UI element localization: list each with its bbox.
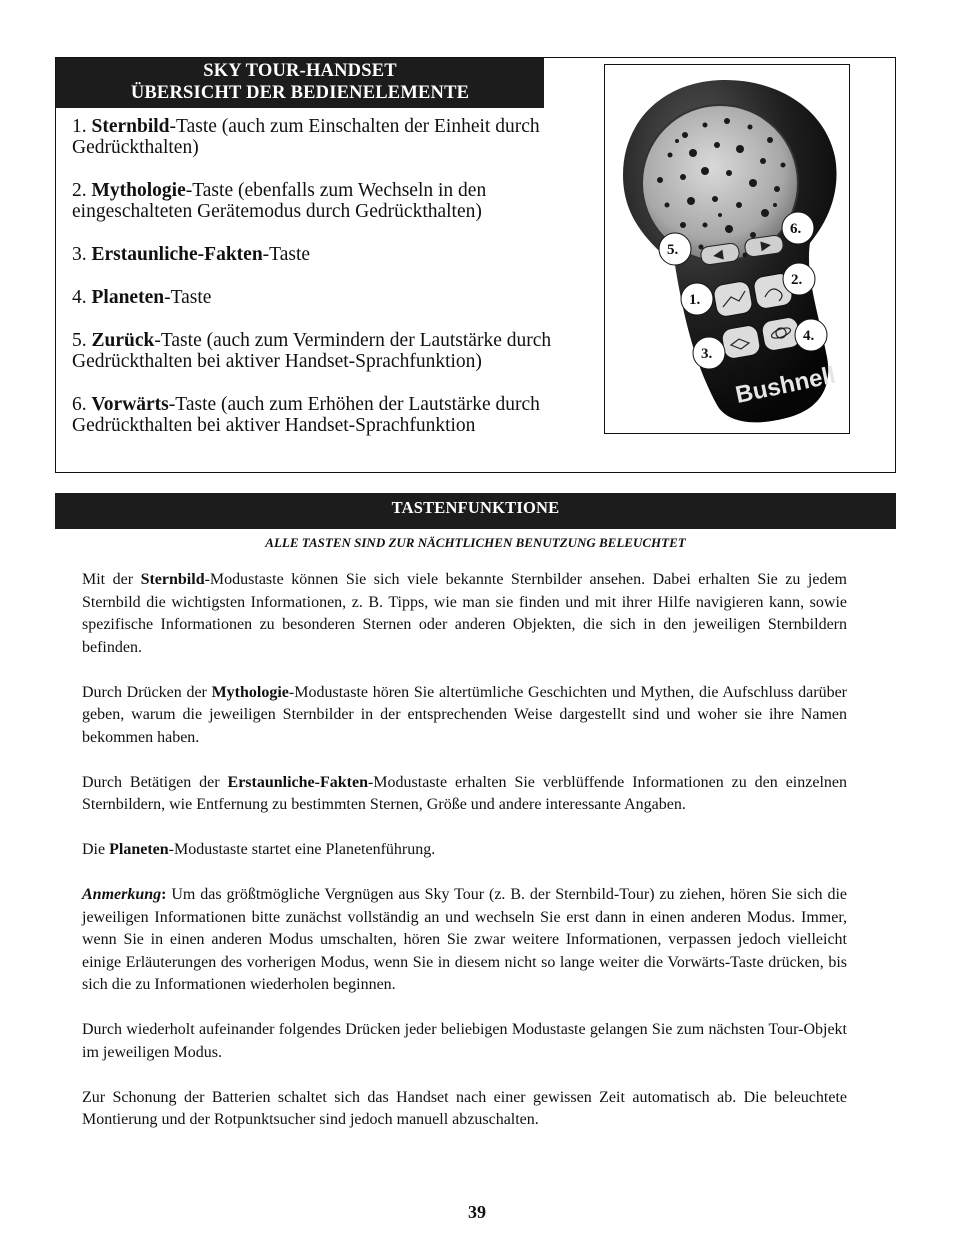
handset-image-frame — [604, 64, 850, 434]
paragraph-3: Durch Betätigen der Erstaunliche-Fakten-Modustaste erhalten Sie verblüffende Informationen zu den einzelnen Sternbildern, wie Entfernung zu bestimmten Sternen, Größe und andere interessante Angaben. — [82, 773, 847, 813]
page-number: 39 — [468, 1202, 486, 1222]
button-item-4: 4. Planeten-Taste — [72, 287, 212, 308]
button-list — [72, 116, 592, 436]
body-text — [82, 569, 847, 1154]
callout-5: 5. — [667, 242, 679, 258]
callout-6: 6. — [790, 221, 802, 237]
button-item-3: 3. Erstaunliche-Fakten-Taste — [72, 244, 311, 265]
callout-2: 2. — [791, 272, 803, 288]
button-item-1: 1. Sternbild-Taste (auch zum Einschalten der Einheit durch Gedrückthalten) — [72, 116, 540, 158]
paragraph-note: Anmerkung: Um das größtmögliche Vergnügen aus Sky Tour (z. B. der Sternbild-Tour) zu ziehen, hören Sie sich die jeweiligen Informationen bitte zunächst vollständig an und wechseln Sie erst dann in einen anderen Modus. Immer, wenn Sie in einen anderen Modus umschalten, hören Sie zwar weitere Informationen, verpassen jedoch vielleicht einige Erläuterungen des vorherigen Modus, wenn Sie in diesem nicht so lange weiter die Vorwärts-Taste drücken, bis sich die zu Informationen wiederholen beginnen. — [82, 886, 847, 993]
callout-4: 4. — [803, 328, 815, 344]
paragraph-4: Die Planeten-Modustaste startet eine Planetenführung. — [82, 841, 436, 858]
paragraph-7: Zur Schonung der Batterien schaltet sich das Handset nach einer gewissen Zeit automatisch ab. Die beleuchtete Montierung und der Rotpunktsucher sind jedoch manuell abzuschalten. — [82, 1088, 847, 1128]
section-subtitle: ALLE TASTEN SIND ZUR NÄCHTLICHEN BENUTZUNG BELEUCHTET — [265, 535, 686, 550]
button-item-2: 2. Mythologie-Taste (ebenfalls zum Wechseln in den eingeschalteten Gerätemodus durch Gedrückthalten) — [72, 180, 487, 222]
overview-header-line2: ÜBERSICHT DER BEDIENELEMENTE — [130, 83, 470, 103]
button-item-5: 5. Zurück-Taste (auch zum Vermindern der Lautstärke durch Gedrückthalten bei aktiver Handset-Sprachfunktion) — [72, 330, 552, 372]
section-title-bar: TASTENFUNKTIONE — [55, 493, 896, 529]
paragraph-2: Durch Drücken der Mythologie-Modustaste hören Sie altertümliche Geschichten und Mythen, die Aufschluss darüber geben, warum die jeweiligen Sternbilder in der entsprechenden Weise dargestellt sind und woher sie ihre Namen bekommen haben. — [82, 683, 847, 746]
callout-3: 3. — [701, 346, 713, 362]
button-item-6: 6. Vorwärts-Taste (auch zum Erhöhen der Lautstärke durch Gedrückthalten bei aktiver Handset-Sprachfunktion — [72, 394, 540, 436]
overview-header-line1: SKY TOUR-HANDSET — [203, 61, 397, 81]
paragraph-6: Durch wiederholt aufeinander folgendes Drücken jeder beliebigen Modustaste gelangen Sie zum nächsten Tour-Objekt im jeweiligen Modus. — [82, 1021, 847, 1061]
handset-illustration — [605, 65, 848, 432]
constellation-button — [712, 280, 753, 318]
callout-1: 1. — [689, 292, 701, 308]
brand-logo: Bushnell — [733, 361, 838, 410]
paragraph-1: Mit der Sternbild-Modustaste können Sie sich viele bekannte Sternbilder ansehen. Dabei erhalten Sie zu jedem Sternbild die wichtigsten Informationen, z. B. Tipps, wie man sie finden und mit ihrer Hilfe navigieren kann, sowie spezifische Informationen zu besonderen Sternen oder anderen Objekten, die sich in den jeweiligen Sternbildern befinden. — [82, 571, 847, 656]
overview-header — [56, 58, 544, 108]
handset-overview-box — [55, 57, 896, 473]
